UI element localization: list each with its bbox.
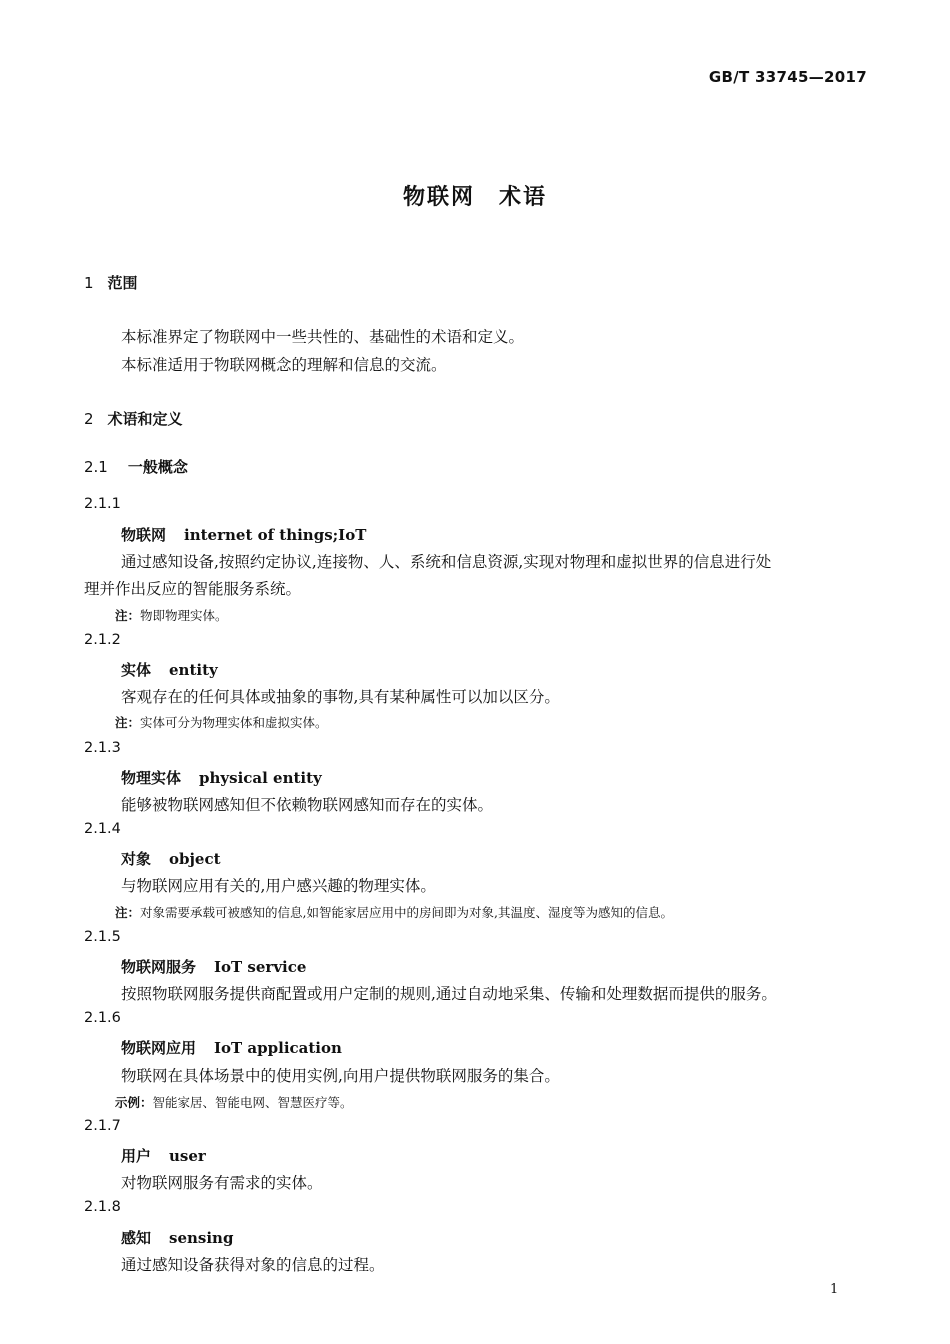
section-2-title: 术语和定义 [107, 410, 183, 428]
term-chinese: 物联网 [121, 526, 167, 544]
term-definition: 与物联网应用有关的,用户感兴趣的物理实体。 [121, 877, 436, 895]
term-definition: 通过感知设备获得对象的信息的过程。 [121, 1256, 385, 1274]
standard-number: GB/T 33745—2017 [708, 68, 867, 86]
term-entry [121, 767, 322, 788]
term-english: IoT application [214, 1039, 342, 1057]
term-note [115, 713, 328, 731]
section-2-number: 2 [84, 410, 94, 428]
term-english: user [169, 1147, 206, 1165]
term-english: sensing [169, 1229, 234, 1247]
term-english: physical entity [199, 769, 322, 787]
term-note [115, 903, 673, 921]
term-chinese: 感知 [121, 1229, 152, 1247]
term-entry [121, 848, 221, 869]
term-number: 2.1.6 [84, 1010, 121, 1026]
section-1-title: 范围 [107, 274, 138, 292]
term-chinese: 用户 [121, 1147, 152, 1165]
note-text: 实体可分为物理实体和虚拟实体。 [140, 715, 328, 730]
term-number: 2.1.2 [84, 632, 121, 648]
subsection-2-1-number: 2.1 [84, 458, 108, 476]
term-chinese: 对象 [121, 850, 152, 868]
term-definition: 客观存在的任何具体或抽象的事物,具有某种属性可以加以区分。 [121, 688, 560, 706]
term-number: 2.1.3 [84, 740, 121, 756]
example-label: 示例： [115, 1095, 153, 1110]
subsection-2-1-heading [84, 456, 188, 477]
term-entry [121, 659, 218, 680]
example-text: 智能家居、智能电网、智慧医疗等。 [152, 1095, 353, 1110]
term-english: entity [169, 661, 218, 679]
term-chinese: 物理实体 [121, 769, 182, 787]
term-chinese: 实体 [121, 661, 152, 679]
scope-paragraph-2: 本标准适用于物联网概念的理解和信息的交流。 [121, 356, 447, 374]
term-english: object [169, 850, 221, 868]
note-label: 注： [115, 608, 141, 623]
section-1-number: 1 [84, 274, 94, 292]
term-number: 2.1.7 [84, 1118, 121, 1134]
term-definition: 能够被物联网感知但不依赖物联网感知而存在的实体。 [121, 796, 494, 814]
term-definition: 通过感知设备,按照约定协议,连接物、人、系统和信息资源,实现对物理和虚拟世界的信息进行处 [121, 553, 772, 571]
term-english: IoT service [214, 958, 307, 976]
section-1-heading [84, 272, 138, 293]
page-number: 1 [830, 1282, 839, 1297]
section-2-heading [84, 408, 183, 429]
term-definition: 对物联网服务有需求的实体。 [121, 1174, 323, 1192]
term-english: internet of things;IoT [184, 526, 367, 544]
note-label: 注： [115, 905, 141, 920]
term-number: 2.1.4 [84, 821, 121, 837]
term-entry [121, 956, 306, 977]
document-title: 物联网 术语 [402, 185, 547, 210]
term-definition: 按照物联网服务提供商配置或用户定制的规则,通过自动地采集、传输和处理数据而提供的服务。 [121, 985, 777, 1003]
term-entry [121, 1227, 233, 1248]
term-entry [121, 1037, 342, 1058]
term-example [115, 1093, 353, 1111]
term-entry [121, 1145, 206, 1166]
note-text: 物即物理实体。 [140, 608, 228, 623]
note-text: 对象需要承载可被感知的信息,如智能家居应用中的房间即为对象,其温度、湿度等为感知的信息。 [140, 905, 673, 920]
term-chinese: 物联网应用 [121, 1039, 197, 1057]
term-chinese: 物联网服务 [121, 958, 197, 976]
term-number: 2.1.1 [84, 496, 121, 512]
term-number: 2.1.8 [84, 1199, 121, 1215]
term-definition-continued: 理并作出反应的智能服务系统。 [84, 580, 302, 598]
term-number: 2.1.5 [84, 929, 121, 945]
scope-paragraph-1: 本标准界定了物联网中一些共性的、基础性的术语和定义。 [121, 328, 525, 346]
term-entry [121, 524, 366, 545]
subsection-2-1-title: 一般概念 [127, 458, 188, 476]
note-label: 注： [115, 715, 141, 730]
term-definition: 物联网在具体场景中的使用实例,向用户提供物联网服务的集合。 [121, 1067, 560, 1085]
term-note [115, 606, 228, 624]
